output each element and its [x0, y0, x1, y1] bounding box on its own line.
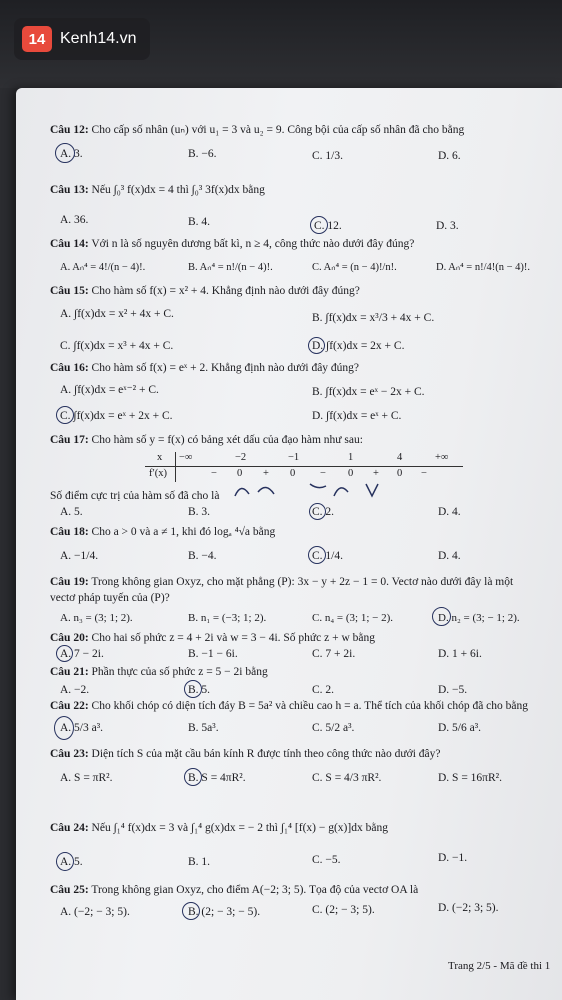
q22-option-c: C. 5/2 a³. — [312, 722, 355, 734]
q24-option-b: B. 1. — [188, 856, 211, 868]
logo-text: Kenh14.vn — [60, 30, 137, 47]
q20-option-d: D. 1 + 6i. — [438, 648, 482, 660]
answer-circle — [184, 680, 202, 698]
question-20: Câu 20: Cho hai số phức z = 4 + 2i và w = 3 − 4i. Số phức z + w bằng — [50, 632, 376, 644]
table-cell: −∞ — [179, 452, 193, 463]
table-cell: 1 — [348, 452, 354, 463]
q12-option-c: C. 1/3. — [312, 150, 343, 162]
answer-circle — [310, 216, 328, 234]
table-cell: x — [157, 452, 163, 463]
table-divider — [145, 466, 463, 467]
question-15: Câu 15: Cho hàm số f(x) = x² + 4. Khẳng định nào dưới đây đúng? — [50, 285, 360, 297]
question-22: Câu 22: Cho khối chóp có diện tích đáy B = 5a² và chiều cao h = a. Thể tích của khối chóp đã cho bằng — [50, 700, 529, 712]
table-cell: + — [373, 468, 379, 479]
table-cell: − — [211, 468, 217, 479]
kenh14-logo — [14, 18, 150, 60]
question-17-prompt: Số điểm cực trị của hàm số đã cho là — [50, 490, 220, 502]
q23-option-d: D. S = 16πR². — [438, 772, 502, 784]
q21-option-a: A. −2. — [60, 684, 90, 696]
q13-option-d: D. 3. — [436, 220, 459, 232]
answer-circle — [308, 337, 325, 354]
q21-option-d: D. −5. — [438, 684, 468, 696]
question-17: Câu 17: Cho hàm số y = f(x) có bảng xét dấu của đạo hàm như sau: — [50, 434, 363, 446]
q23-option-c: C. S = 4/3 πR². — [312, 772, 382, 784]
q22-option-d: D. 5/6 a³. — [438, 722, 482, 734]
answer-circle — [55, 143, 75, 163]
table-cell: 0 — [348, 468, 354, 479]
answer-circle — [56, 852, 74, 871]
q25-option-d: D. (−2; 3; 5). — [438, 902, 499, 914]
question-25: Câu 25: Trong không gian Oxyz, cho điểm A(−2; 3; 5). Tọa độ của vectơ OA là — [50, 884, 419, 896]
page-footer: Trang 2/5 - Mã đề thi 1 — [448, 960, 551, 972]
q19-option-b: B. n₁ = (−3; 1; 2). — [188, 612, 267, 624]
q17-option-d: D. 4. — [438, 506, 461, 518]
q12-option-b: B. −6. — [188, 148, 217, 160]
q15-option-c: C. ∫f(x)dx = x³ + 4x + C. — [60, 340, 174, 352]
q15-option-a: A. ∫f(x)dx = x² + 4x + C. — [60, 308, 174, 320]
q18-option-b: B. −4. — [188, 550, 217, 562]
q17-option-c: C. 2. — [312, 506, 335, 518]
q25-option-a: A. (−2; − 3; 5). — [60, 906, 130, 918]
q19-option-c: C. n₄ = (3; 1; − 2). — [312, 612, 394, 624]
q13-option-c: C. 12. — [314, 220, 342, 232]
q21-option-c: C. 2. — [312, 684, 335, 696]
q18-option-c: C. 1/4. — [312, 550, 343, 562]
table-divider — [175, 452, 176, 482]
table-cell: −1 — [288, 452, 300, 463]
q20-option-b: B. −1 − 6i. — [188, 648, 238, 660]
question-14: Câu 14: Với n là số nguyên dương bất kì, n ≥ 4, công thức nào dưới đây đúng? — [50, 238, 415, 250]
table-cell: − — [421, 468, 427, 479]
question-18: Câu 18: Cho a > 0 và a ≠ 1, khi đó logₐ ⁴√a bằng — [50, 526, 276, 538]
question-23: Câu 23: Diện tích S của mặt cầu bán kính R được tính theo công thức nào dưới đây? — [50, 748, 441, 760]
q25-option-b: B. (2; − 3; − 5). — [188, 906, 261, 918]
question-16: Câu 16: Cho hàm số f(x) = eˣ + 2. Khẳng định nào dưới đây đúng? — [50, 362, 360, 374]
q16-option-c: C. ∫f(x)dx = eˣ + 2x + C. — [60, 410, 173, 422]
q20-option-a: A. 7 − 2i. — [60, 648, 104, 660]
table-cell: +∞ — [435, 452, 449, 463]
q19-option-d: D. n₂ = (3; − 1; 2). — [438, 612, 520, 624]
question-19-cont: vectơ pháp tuyến của (P)? — [50, 592, 170, 604]
table-cell: 4 — [397, 452, 403, 463]
exam-paper — [16, 88, 562, 1000]
answer-circle — [309, 503, 326, 520]
table-cell: −2 — [235, 452, 247, 463]
top-bar — [0, 0, 562, 88]
question-21: Câu 21: Phần thực của số phức z = 5 − 2i bằng — [50, 666, 268, 678]
q12-option-d: D. 6. — [438, 150, 461, 162]
table-cell: 0 — [237, 468, 243, 479]
answer-circle — [308, 546, 326, 564]
q14-option-d: D. Aₙ⁴ = n!/4!(n − 4)!. — [436, 262, 531, 273]
q19-option-a: A. n₃ = (3; 1; 2). — [60, 612, 133, 624]
q24-option-d: D. −1. — [438, 852, 468, 864]
q18-option-d: D. 4. — [438, 550, 461, 562]
answer-circle — [56, 406, 74, 424]
table-cell: f′(x) — [149, 468, 168, 479]
pen-marks — [230, 476, 410, 506]
q23-option-b: B. S = 4πR². — [188, 772, 246, 784]
q22-option-b: B. 5a³. — [188, 722, 219, 734]
table-cell: 0 — [290, 468, 296, 479]
logo-badge: 14 — [22, 26, 52, 52]
q22-option-a: A. 5/3 a³. — [60, 722, 104, 734]
q24-option-a: A. 5. — [60, 856, 83, 868]
q13-option-a: A. 36. — [60, 214, 89, 226]
q13-option-b: B. 4. — [188, 216, 211, 228]
table-cell: + — [263, 468, 269, 479]
q12-option-a: A. 3. — [60, 148, 83, 160]
question-24: Câu 24: Nếu ∫₁⁴ f(x)dx = 3 và ∫₁⁴ g(x)dx = − 2 thì ∫₁⁴ [f(x) − g(x)]dx bằng — [50, 822, 388, 834]
answer-circle — [54, 716, 74, 740]
question-12: Câu 12: Cho cấp số nhân (uₙ) với u₁ = 3 và u₂ = 9. Công bội của cấp số nhân đã cho bằng — [50, 124, 465, 136]
q15-option-d: D. ∫f(x)dx = 2x + C. — [312, 340, 405, 352]
q17-option-b: B. 3. — [188, 506, 211, 518]
q20-option-c: C. 7 + 2i. — [312, 648, 356, 660]
question-13: Câu 13: Nếu ∫₀³ f(x)dx = 4 thì ∫₀³ 3f(x)dx bằng — [50, 184, 265, 196]
answer-circle — [432, 607, 451, 626]
q16-option-b: B. ∫f(x)dx = eˣ − 2x + C. — [312, 386, 425, 398]
q16-option-a: A. ∫f(x)dx = eˣ⁻² + C. — [60, 384, 159, 396]
q14-option-c: C. Aₙ⁴ = (n − 4)!/n!. — [312, 262, 397, 273]
q14-option-a: A. Aₙ⁴ = 4!/(n − 4)!. — [60, 262, 146, 273]
q25-option-c: C. (2; − 3; 5). — [312, 904, 375, 916]
q23-option-a: A. S = πR². — [60, 772, 113, 784]
q14-option-b: B. Aₙ⁴ = n!/(n − 4)!. — [188, 262, 273, 273]
answer-circle — [182, 902, 200, 920]
answer-circle — [56, 645, 73, 662]
q21-option-b: B. 5. — [188, 684, 211, 696]
q16-option-d: D. ∫f(x)dx = eˣ + C. — [312, 410, 402, 422]
table-cell: − — [320, 468, 326, 479]
q24-option-c: C. −5. — [312, 854, 341, 866]
table-cell: 0 — [397, 468, 403, 479]
answer-circle — [184, 768, 202, 786]
question-19: Câu 19: Trong không gian Oxyz, cho mặt phẳng (P): 3x − y + 2z − 1 = 0. Vectơ nào dưới đây là một — [50, 576, 514, 588]
q18-option-a: A. −1/4. — [60, 550, 99, 562]
q15-option-b: B. ∫f(x)dx = x³/3 + 4x + C. — [312, 312, 435, 324]
q17-option-a: A. 5. — [60, 506, 83, 518]
